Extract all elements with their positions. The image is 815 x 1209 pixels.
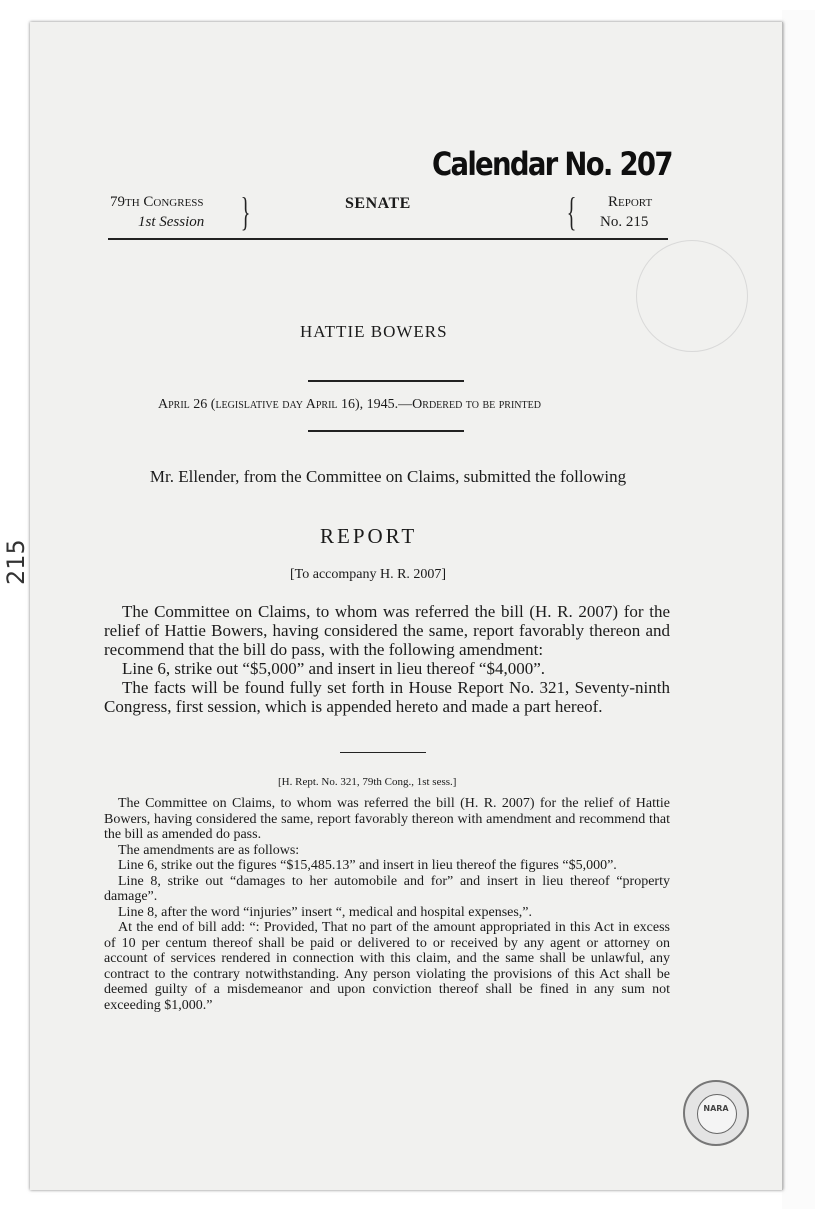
calendar-number: Calendar No. 207 [432,145,672,183]
title-rule-bottom [308,430,464,432]
faint-stamp [636,240,748,352]
title-rule-top [308,380,464,382]
chamber-label: SENATE [345,195,411,212]
report-number-value: No. 215 [600,214,649,230]
report-title: HATTIE BOWERS [300,322,448,341]
house-paragraph: At the end of bill add: “: Provided, That no part of the amount appropriated in this Act in excess of 10 per centum thereof shall be paid or delivered to or received by any agent or attorney on account of services rendered in connection with this claim, and the same shall be unlawful, any contract to the contrary notwithstanding. Any person violating the provisions of this Act shall be deemed guilty of a misdemeanor and upon conviction thereof shall be fined in any sum not exceeding $1,000.” [104,920,670,1013]
stamp-label: NARA [703,1104,729,1113]
body-paragraph: The facts will be found fully set forth in House Report No. 321, Seventy-ninth Congress, first session, which is appended hereto and made a part hereof. [104,678,670,716]
house-paragraph: Line 8, strike out “damages to her automobile and for” and insert in lieu thereof “property damage”. [104,873,670,904]
submitted-statement: Mr. Ellender, from the Committee on Claims, submitted the following [149,467,627,486]
brace-right: { [566,189,577,234]
session-line: 1st Session [138,214,205,230]
senate-report-body [104,602,670,716]
stamp-center [697,1094,737,1134]
body-paragraph: Line 6, strike out “$5,000” and insert in lieu thereof “$4,000”. [122,659,545,678]
report-label: Report [608,194,653,210]
report-heading: REPORT [320,524,418,548]
house-paragraph: Line 6, strike out the figures “$15,485.13” and insert in lieu thereof the figures “$5,000”. [118,858,617,873]
header-rule [108,238,668,240]
page-edge [782,10,815,1209]
house-paragraph: The amendments are as follows: [118,842,300,858]
brace-left: } [240,189,251,234]
house-report-body [104,796,670,1013]
house-report-reference: [H. Rept. No. 321, 79th Cong., 1st sess.] [278,776,457,788]
section-rule [340,752,426,753]
margin-note: 215 [2,539,30,585]
body-paragraph: The Committee on Claims, to whom was referred the bill (H. R. 2007) for the relief of Hattie Bowers, having considered the same, report favorably thereon and recommend that the bill do pass, with the following amendment: [104,602,670,659]
accompany-note: [To accompany H. R. 2007] [290,567,447,582]
house-paragraph: Line 8, after the word “injuries” insert “, medical and hospital expenses,”. [118,904,533,920]
report-number [600,192,680,236]
house-paragraph: The Committee on Claims, to whom was referred the bill (H. R. 2007) for the relief of Hattie Bowers, having considered the same, report favorably thereon with amendment and recommend that the bill as amended do pass. [104,796,670,842]
ordered-printed-line: April 26 (legislative day April 16), 1945.—Ordered to be printed [158,397,541,412]
congress-line: 79th Congress [110,194,204,210]
library-stamp [683,1080,749,1146]
